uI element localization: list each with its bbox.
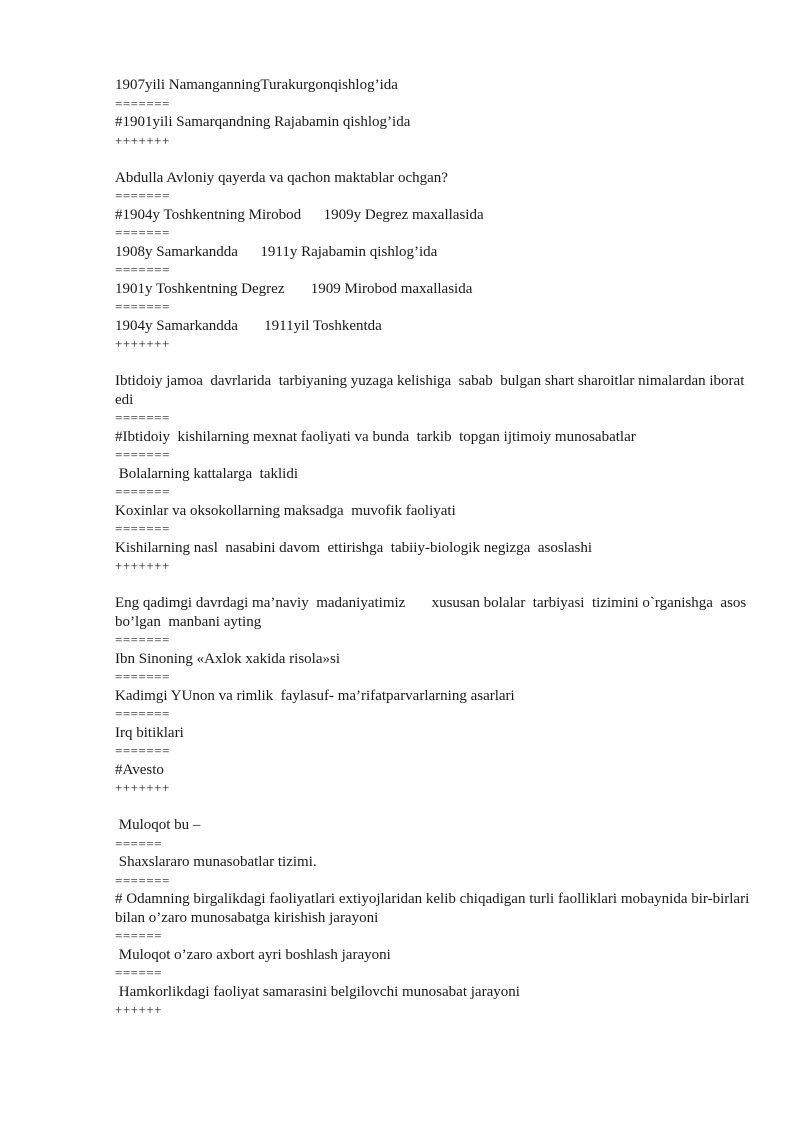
text-line: 1908y Samarkandda 1911y Rajabamin qishlog’ida [115, 243, 438, 260]
option-separator: ====== [115, 835, 162, 851]
question-separator: +++++++ [115, 336, 170, 351]
question-separator: ++++++ [115, 1002, 162, 1017]
question-separator: +++++++ [115, 780, 170, 795]
option-separator: ======= [115, 225, 170, 240]
text-line: Irq bitiklari [115, 724, 184, 741]
document-body [115, 76, 755, 1020]
text-line: Shaxslararo munasobatlar tizimi. [115, 854, 317, 870]
option-separator: ======= [115, 299, 170, 314]
option-separator: ======= [115, 743, 170, 758]
text-line: 1904y Samarkandda 1911yil Toshkentda [115, 317, 382, 334]
text-line: Bolalarning kattalarga taklidi [115, 465, 299, 482]
text-line: 1907yili NamanganningTurakurgonqishlog’ida [115, 77, 398, 93]
text-line: Hamkorlikdagi faoliyat samarasini belgilovchi munosabat jarayoni [115, 983, 520, 1000]
blank-line [115, 576, 755, 595]
text-line: # Odamning birgalikdagi faoliyatlari extiyojlaridan kelib chiqadigan turli faolliklari mobaynida bir-birlari bilan o’zaro munosabatga kirishish jarayoni [115, 891, 753, 926]
option-separator: ====== [115, 928, 162, 943]
option-separator: ======= [115, 484, 170, 499]
option-separator: ======= [115, 706, 170, 721]
option-separator: ======= [115, 632, 170, 647]
text-line: Ibtidoiy jamoa davrlarida tarbiyaning yuzaga kelishiga sabab bulgan shart sharoitlar nimalardan iborat edi [115, 373, 749, 408]
text-line: Ibn Sinoning «Axlok xakida risola»si [115, 650, 340, 667]
text-line: Kishilarning nasl nasabini davom ettirishga tabiiy-biologik negizga asoslashi [115, 539, 592, 556]
blank-line [115, 150, 755, 169]
text-line: Kadimgi YUnon va rimlik faylasuf- ma’rifatparvarlarning asarlari [115, 687, 515, 704]
option-separator: ======= [115, 669, 170, 684]
question-separator: +++++++ [115, 558, 170, 573]
text-line: Eng qadimgi davrdagi ma’naviy madaniyatimiz xususan bolalar tarbiyasi tizimini o`rganishga asos bo’lgan manbani ayting [115, 595, 750, 630]
option-separator: ======= [115, 188, 170, 203]
option-separator: ====== [115, 965, 162, 980]
text-line: Muloqot bu – [115, 817, 201, 833]
option-separator: ======= [115, 95, 170, 111]
text-line: Abdulla Avloniy qayerda va qachon maktablar ochgan? [115, 169, 448, 186]
option-separator: ======= [115, 521, 170, 536]
option-separator: ======= [115, 262, 170, 277]
text-line: #Ibtidoiy kishilarning mexnat faoliyati va bunda tarkib topgan ijtimoiy munosabatlar [115, 428, 636, 445]
text-line: 1901y Toshkentning Degrez 1909 Mirobod maxallasida [115, 280, 473, 297]
question-separator: +++++++ [115, 132, 170, 148]
text-line: #Avesto [115, 761, 164, 778]
text-line: #1904y Toshkentning Mirobod 1909y Degrez maxallasida [115, 206, 484, 223]
option-separator: ======= [115, 447, 170, 462]
blank-line [115, 798, 755, 817]
option-separator: ======= [115, 410, 170, 425]
option-separator: ======= [115, 872, 170, 888]
text-line: #1901yili Samarqandning Rajabamin qishlog’ida [115, 114, 411, 130]
text-line: Muloqot o’zaro axbort ayri boshlash jarayoni [115, 946, 391, 963]
text-line: Koxinlar va oksokollarning maksadga muvofik faoliyati [115, 502, 456, 519]
blank-line [115, 354, 755, 373]
